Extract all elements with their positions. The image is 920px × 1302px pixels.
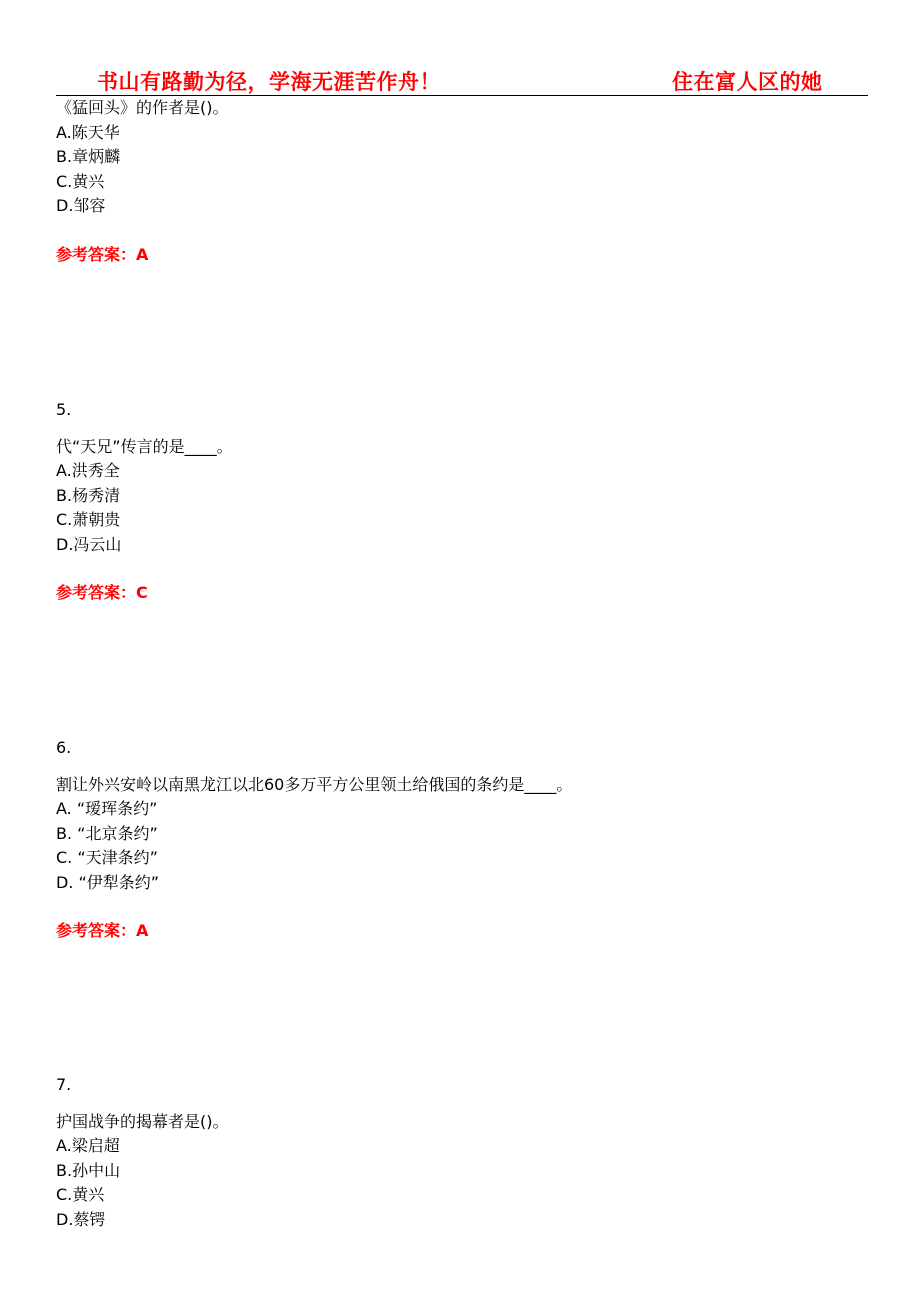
- reference-answer: 参考答案：A: [56, 244, 149, 264]
- option-c: C. “天津条约”: [56, 848, 158, 867]
- option-d: D.蔡锷: [56, 1209, 106, 1229]
- option-a: A. “瑷珲条约”: [56, 799, 158, 818]
- question-text: 《猛回头》的作者是()。: [56, 98, 229, 117]
- reference-answer: 参考答案：A: [56, 921, 149, 940]
- option-b: B.杨秀清: [56, 485, 121, 505]
- question-text: 代“天兄”传言的是____。: [56, 436, 233, 456]
- question-text: 割让外兴安岭以南黑龙江以北60多万平方公里领土给俄国的条约是____。: [56, 774, 573, 794]
- option-b: B.章炳麟: [56, 147, 121, 166]
- option-c: C.黄兴: [56, 171, 105, 191]
- reference-answer: 参考答案：C: [56, 583, 148, 602]
- question-text: 护国战争的揭幕者是()。: [56, 1111, 229, 1131]
- header-motto: 书山有路勤为径，学海无涯苦作舟！: [97, 69, 441, 94]
- option-b: B. “北京条约”: [56, 823, 158, 843]
- question-block: [56, 96, 229, 267]
- question-number: 6.: [56, 738, 72, 757]
- option-d: D. “伊犁条约”: [56, 872, 160, 892]
- question-block: [56, 1073, 229, 1232]
- option-c: C.萧朝贵: [56, 510, 121, 529]
- option-d: D.邹容: [56, 196, 106, 215]
- option-a: A.陈天华: [56, 122, 120, 142]
- option-a: A.洪秀全: [56, 461, 120, 480]
- question-number: 7.: [56, 1075, 72, 1094]
- option-d: D.冯云山: [56, 534, 122, 554]
- option-a: A.梁启超: [56, 1136, 120, 1155]
- question-block: [56, 736, 572, 944]
- option-b: B.孙中山: [56, 1160, 121, 1180]
- header-author: 住在富人区的她: [672, 69, 823, 94]
- question-number: 5.: [56, 400, 72, 419]
- question-block: [56, 398, 233, 606]
- option-c: C.黄兴: [56, 1185, 105, 1204]
